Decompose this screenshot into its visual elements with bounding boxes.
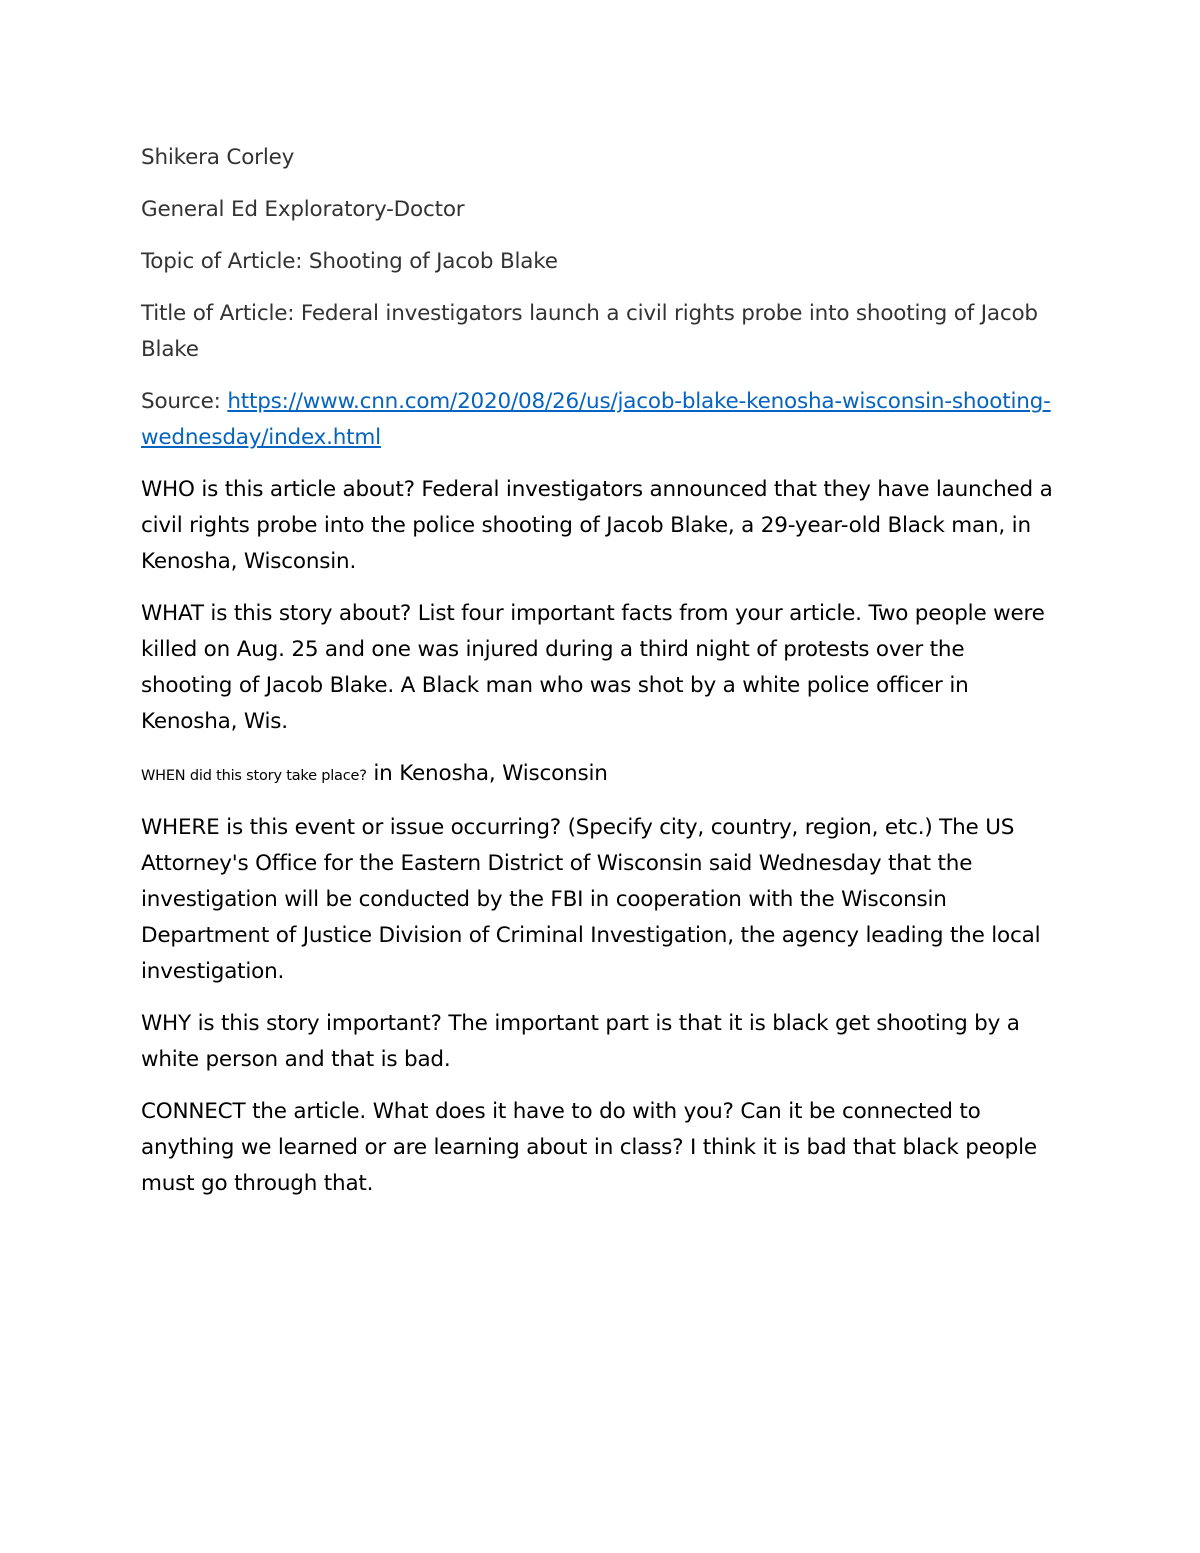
source-label: Source: [141,389,228,414]
course-name: General Ed Exploratory-Doctor [141,197,465,222]
why-paragraph: WHY is this story important? The important part is that it is black get shooting by a white person and that is bad. [141,1011,1020,1072]
who-paragraph: WHO is this article about? Federal investigators announced that they have launched a civil rights probe into the police shooting of Jacob Blake, a 29-year-old Black man, in Kenosha, Wisconsin. [141,477,1053,574]
when-paragraph [141,756,1061,794]
when-answer: in Kenosha, Wisconsin [366,761,608,786]
article-title: Title of Article: Federal investigators launch a civil rights probe into shooting of Jacob Blake [141,301,1038,362]
where-paragraph: WHERE is this event or issue occurring? (Specify city, country, region, etc.) The US Attorney's Office for the Eastern District of Wisconsin said Wednesday that the investigation will be conducted by the FBI in cooperation with the Wisconsin Department of Justice Division of Criminal Investigation, the agency leading the local investigation. [141,815,1041,984]
student-name: Shikera Corley [141,145,295,170]
what-paragraph: WHAT is this story about? List four important facts from your article. Two people were killed on Aug. 25 and one was injured during a third night of protests over the shooting of Jacob Blake. A Black man who was shot by a white police officer in Kenosha, Wis. [141,601,1045,734]
article-topic: Topic of Article: Shooting of Jacob Blake [141,249,558,274]
document-body [141,140,1061,1218]
connect-paragraph: CONNECT the article. What does it have to do with you? Can it be connected to anything we learned or are learning about in class? I think it is bad that black people must go through that. [141,1099,1037,1196]
source-link[interactable]: https://www.cnn.com/2020/08/26/us/jacob-blake-kenosha-wisconsin-shooting-wednesday/index.html [141,389,1051,450]
article-source [141,384,1061,456]
when-question: WHEN did this story take place? [141,768,367,784]
